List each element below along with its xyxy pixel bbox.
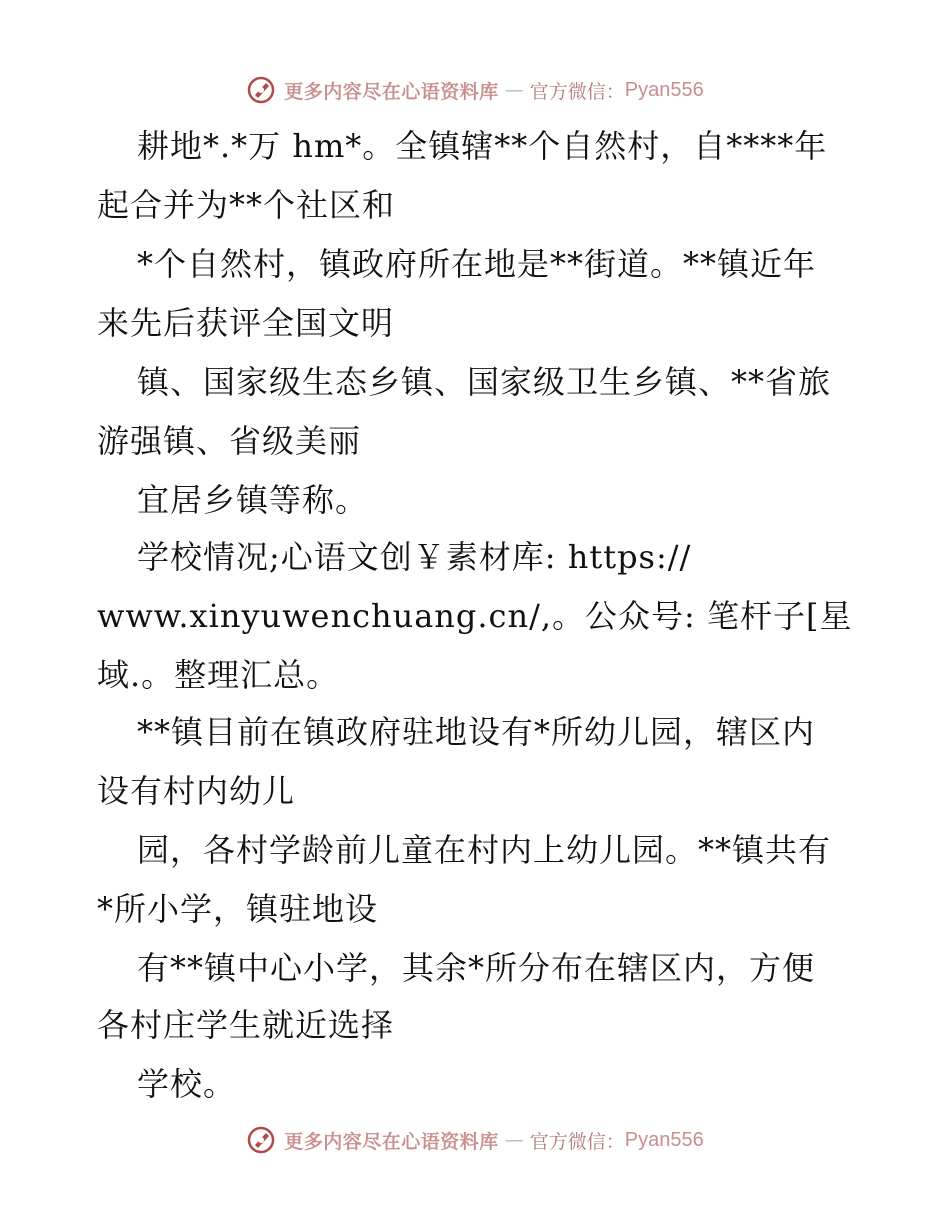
footer-wechat-label: 官方微信： xyxy=(529,1130,625,1153)
body-line-16: 各村庄学生就近选择 xyxy=(97,1006,395,1044)
body-line-3: *个自然村，镇政府所在地是**街道。**镇近年 xyxy=(137,245,817,283)
footer-banner-separator: — xyxy=(504,1129,524,1151)
brand-logo-icon xyxy=(246,75,276,105)
body-line-11: **镇目前在镇政府驻地设有*所幼儿园，辖区内 xyxy=(137,713,816,751)
body-line-12: 设有村内幼儿 xyxy=(97,772,296,810)
header-banner-separator: — xyxy=(504,79,524,101)
body-line-1: 耕地*.*万 hm*。全镇辖**个自然村，自****年 xyxy=(137,127,828,165)
body-line-5: 镇、国家级生态乡镇、国家级卫生乡镇、**省旅 xyxy=(137,363,832,401)
footer-banner-text: 更多内容尽在心语资料库 xyxy=(284,1130,499,1153)
body-line-2: 起合并为**个社区和 xyxy=(97,186,396,224)
body-line-8: 学校情况;心语文创￥素材库: https:// xyxy=(137,538,692,576)
header-wechat-label: 官方微信： xyxy=(529,80,625,103)
body-line-4: 来先后获评全国文明 xyxy=(97,304,395,342)
body-line-9: www.xinyuwenchuang.cn/,。公众号: 笔杆子[星 xyxy=(97,597,853,635)
footer-wechat-id: Pyan556 xyxy=(624,1128,704,1151)
body-line-17: 学校。 xyxy=(137,1065,237,1103)
body-line-7: 宜居乡镇等称。 xyxy=(137,481,369,519)
body-line-10: 域.。整理汇总。 xyxy=(97,656,340,694)
footer-banner xyxy=(0,1120,950,1160)
header-banner-text: 更多内容尽在心语资料库 xyxy=(284,80,499,103)
header-wechat-id: Pyan556 xyxy=(624,78,704,101)
brand-logo-icon xyxy=(246,1125,276,1155)
body-line-13: 园，各村学龄前儿童在村内上幼儿园。**镇共有 xyxy=(137,831,832,869)
body-line-14: *所小学，镇驻地设 xyxy=(97,890,379,928)
body-line-15: 有**镇中心小学，其余*所分布在辖区内，方便 xyxy=(137,949,816,987)
body-line-6: 游强镇、省级美丽 xyxy=(97,422,362,460)
header-banner xyxy=(0,70,950,110)
